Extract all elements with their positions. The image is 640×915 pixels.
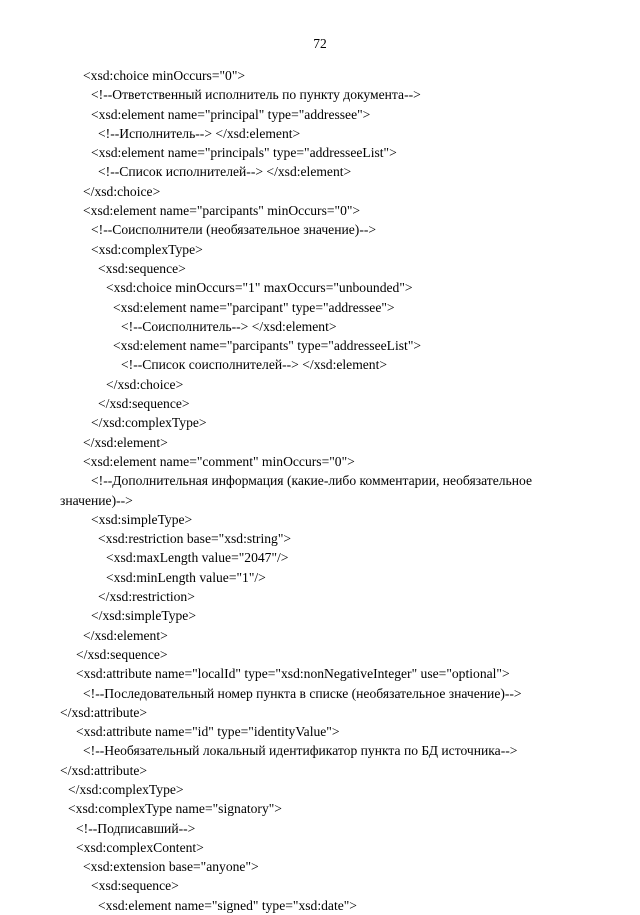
- code-line: <xsd:choice minOccurs="0">: [83, 68, 246, 83]
- code-line: <xsd:element name="principal" type="addressee">: [91, 106, 371, 122]
- code-line: <xsd:extension base="anyone">: [83, 859, 259, 875]
- code-line: <!--Список исполнителей--> </xsd:element>: [98, 164, 352, 180]
- code-line: <xsd:element name="parcipants" minOccurs="0">: [83, 203, 361, 219]
- code-line: <xsd:choice minOccurs="1" maxOccurs="unbounded">: [106, 280, 413, 296]
- code-line: </xsd:sequence>: [76, 646, 168, 662]
- code-line: </xsd:sequence>: [98, 396, 190, 412]
- code-line: значение)-->: [60, 492, 133, 508]
- code-line: </xsd:attribute>: [60, 762, 148, 778]
- code-line: <xsd:complexType name="signatory">: [68, 801, 282, 817]
- code-line: </xsd:attribute>: [60, 704, 148, 720]
- code-line: <xsd:element name="signed" type="xsd:date">: [98, 897, 357, 913]
- code-line: <!--Последовательный номер пункта в списке (необязательное значение)-->: [83, 685, 522, 701]
- code-line: <!--Список соисполнителей--> </xsd:element>: [121, 357, 388, 373]
- code-line: </xsd:choice>: [106, 376, 184, 392]
- code-line: <xsd:attribute name="localId" type="xsd:nonNegativeInteger" use="optional">: [76, 666, 510, 682]
- code-line: <xsd:complexType>: [91, 241, 203, 257]
- page-number: 72: [313, 36, 327, 51]
- code-line: <xsd:element name="parcipant" type="addressee">: [113, 299, 395, 315]
- code-line: <xsd:element name="principals" type="addresseeList">: [91, 145, 397, 161]
- code-line: </xsd:simpleType>: [91, 608, 196, 624]
- code-line: <xsd:sequence>: [91, 878, 179, 894]
- code-line: <xsd:minLength value="1"/>: [106, 569, 266, 585]
- code-line: <!--Исполнитель--> </xsd:element>: [98, 125, 301, 141]
- code-line: </xsd:complexType>: [91, 415, 207, 431]
- code-line: <xsd:simpleType>: [91, 511, 193, 527]
- code-line: <!--Дополнительная информация (какие-либо комментарии, необязательное: [91, 473, 532, 489]
- code-line: <xsd:restriction base="xsd:string">: [98, 531, 292, 547]
- code-line: <xsd:attribute name="id" type="identityValue">: [76, 724, 340, 740]
- code-line: </xsd:choice>: [83, 183, 161, 199]
- code-line: <!--Соисполнители (необязательное значение)-->: [91, 222, 377, 238]
- code-line: <xsd:complexContent>: [76, 839, 204, 855]
- code-line: <xsd:element name="comment" minOccurs="0">: [83, 453, 355, 469]
- code-line: </xsd:restriction>: [98, 589, 195, 605]
- code-line: </xsd:complexType>: [68, 781, 184, 797]
- code-line: <!--Необязательный локальный идентификатор пункта по БД источника-->: [83, 743, 518, 759]
- code-line: <!--Ответственный исполнитель по пункту документа-->: [91, 87, 421, 103]
- code-line: <xsd:sequence>: [98, 260, 186, 276]
- code-line: <!--Соисполнитель--> </xsd:element>: [121, 318, 337, 334]
- code-line: <xsd:element name="parcipants" type="addresseeList">: [113, 338, 422, 354]
- code-line: <!--Подписавший-->: [76, 820, 196, 836]
- code-line: </xsd:element>: [83, 434, 168, 450]
- code-line: <xsd:maxLength value="2047"/>: [106, 550, 289, 566]
- xsd-code-listing: [0, 66, 640, 915]
- code-line: </xsd:element>: [83, 627, 168, 643]
